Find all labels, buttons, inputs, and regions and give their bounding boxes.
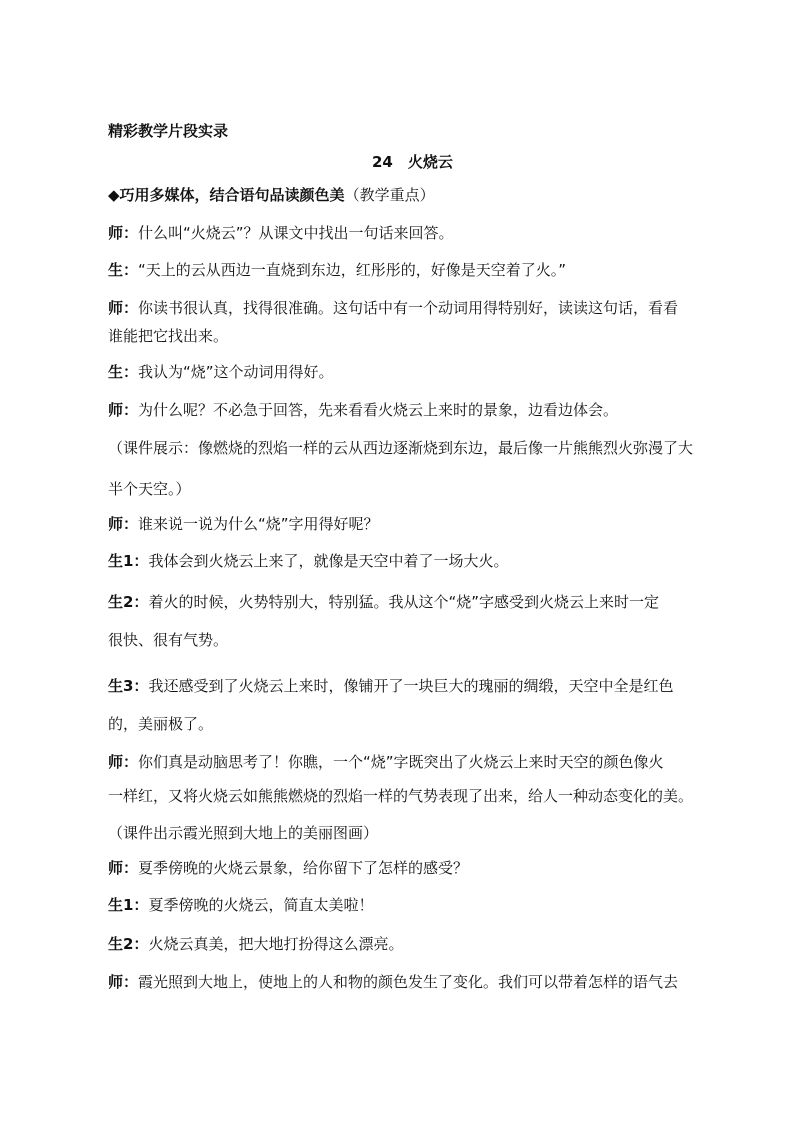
section-title: 精彩教学片段实录	[108, 122, 229, 140]
speaker-label: 师：	[108, 515, 139, 533]
speaker-label: 生2：	[108, 593, 149, 611]
speaker-label: 生：	[108, 363, 139, 381]
dialogue-text: 我还感受到了火烧云上来时，像铺开了一块巨大的瑰丽的绸缎，天空中全是红色	[148, 677, 674, 695]
speaker-label: 师：	[108, 859, 139, 877]
focus-note: （教学重点）	[344, 186, 435, 204]
dialogue-line	[108, 751, 724, 773]
dialogue-text: 你们真是动脑思考了！你瞧，一个“烧”字既突出了火烧云上来时天空的颜色像火	[138, 753, 664, 771]
dialogue-text: 夏季傍晚的火烧云，简直太美啦！	[148, 896, 374, 914]
dialogue-line	[108, 894, 724, 916]
dialogue-text: 的，美丽极了。	[108, 715, 214, 733]
dialogue-text: 什么叫“火烧云”？从课文中找出一句话来回答。	[138, 224, 454, 242]
dialogue-text: （课件展示：像燃烧的烈焰一样的云从西边逐渐烧到东边，最后像一片熊熊烈火弥漫了大	[108, 439, 694, 457]
speaker-label: 生1：	[108, 552, 149, 570]
dialogue-line	[108, 259, 724, 281]
focus-heading	[108, 184, 724, 206]
dialogue-line	[108, 591, 724, 613]
dialogue-text: 霞光照到大地上，使地上的人和物的颜色发生了变化。我们可以带着怎样的语气去	[138, 973, 679, 991]
dialogue-line	[108, 361, 724, 383]
dialogue-line	[108, 971, 724, 993]
dialogue-line	[108, 513, 724, 535]
dialogue-line	[108, 629, 724, 651]
speaker-label: 师：	[108, 973, 139, 991]
dialogue-text: 谁来说一说为什么“烧”字用得好呢？	[138, 515, 379, 533]
lesson-title: 24 火烧云	[372, 153, 453, 171]
dialogue-line	[108, 785, 724, 807]
dialogue-line	[108, 713, 724, 735]
courseware-note	[108, 822, 724, 844]
focus-text: 巧用多媒体，结合语句品读颜色美	[119, 186, 345, 204]
speaker-label: 生：	[108, 261, 139, 279]
dialogue-line	[108, 550, 724, 572]
speaker-label: 生2：	[108, 935, 149, 953]
dialogue-text: 谁能把它找出来。	[108, 327, 229, 345]
dialogue-line	[108, 857, 724, 879]
dialogue-text: 火烧云真美，把大地打扮得这么漂亮。	[148, 935, 404, 953]
dialogue-text: 着火的时候，火势特别大，特别猛。我从这个“烧”字感受到火烧云上来时一定	[148, 593, 659, 611]
dialogue-text: 半个天空。）	[108, 480, 191, 498]
dialogue-line	[108, 297, 724, 319]
dialogue-text: （课件出示霞光照到大地上的美丽图画）	[108, 824, 379, 842]
dialogue-line	[108, 933, 724, 955]
dialogue-text: 一样红，又将火烧云如熊熊燃烧的烈焰一样的气势表现了出来，给人一种动态变化的美。	[108, 787, 694, 805]
speaker-label: 生3：	[108, 677, 149, 695]
dialogue-text: 很快、很有气势。	[108, 631, 229, 649]
dialogue-line	[108, 325, 724, 347]
speaker-label: 师：	[108, 224, 139, 242]
dialogue-text: “天上的云从西边一直烧到东边，红彤彤的，好像是天空着了火。”	[138, 261, 567, 279]
speaker-label: 师：	[108, 299, 139, 317]
dialogue-line	[108, 399, 724, 421]
dialogue-line	[108, 222, 724, 244]
dialogue-text: 我体会到火烧云上来了，就像是天空中着了一场大火。	[148, 552, 509, 570]
speaker-label: 师：	[108, 753, 139, 771]
dialogue-line	[108, 675, 724, 697]
courseware-note	[108, 437, 724, 459]
dialogue-text: 你读书很认真，找得很准确。这句话中有一个动词用得特别好，读读这句话，看看	[138, 299, 679, 317]
dialogue-text: 我认为“烧”这个动词用得好。	[138, 363, 334, 381]
dialogue-text: 夏季傍晚的火烧云景象，给你留下了怎样的感受？	[138, 859, 469, 877]
courseware-note	[108, 478, 724, 500]
dialogue-text: 为什么呢？不必急于回答，先来看看火烧云上来时的景象，边看边体会。	[138, 401, 619, 419]
speaker-label: 生1：	[108, 896, 149, 914]
diamond-bullet-icon: ◆	[108, 186, 120, 204]
speaker-label: 师：	[108, 401, 139, 419]
